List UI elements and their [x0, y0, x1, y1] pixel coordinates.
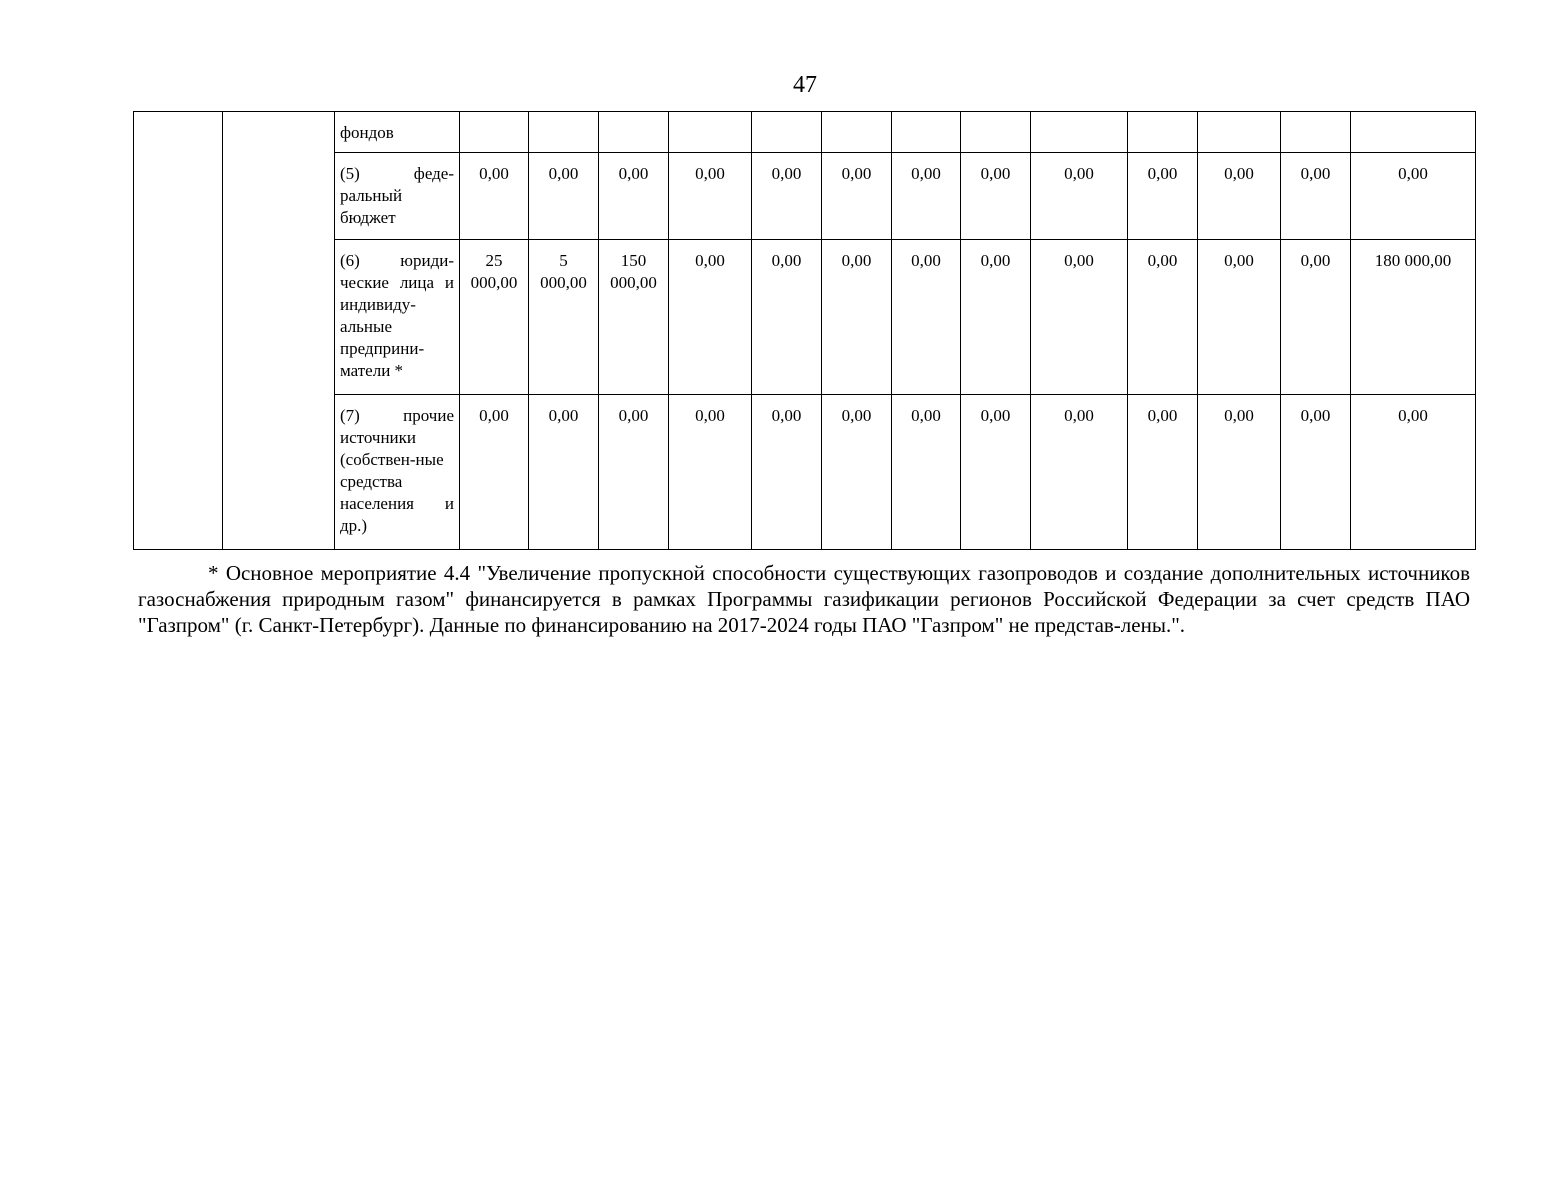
value-cell: 0,00 — [961, 395, 1031, 550]
value-cell: 150 000,00 — [599, 240, 669, 395]
value-cell — [460, 112, 529, 153]
value-cell: 0,00 — [1281, 240, 1351, 395]
table-row — [134, 112, 1476, 153]
value-cell: 0,00 — [1031, 153, 1128, 240]
value-cell — [961, 112, 1031, 153]
value-cell: 0,00 — [822, 153, 892, 240]
value-cell: 5 000,00 — [529, 240, 599, 395]
value-cell: 0,00 — [669, 395, 752, 550]
value-cell: 0,00 — [1351, 153, 1476, 240]
value-cell: 0,00 — [892, 153, 961, 240]
funding-source-label: (7) прочие источники (собствен-ные средства населения и др.) — [335, 395, 460, 550]
value-cell: 0,00 — [1198, 395, 1281, 550]
value-cell — [1128, 112, 1198, 153]
value-cell: 0,00 — [669, 153, 752, 240]
value-cell: 0,00 — [460, 395, 529, 550]
value-cell: 0,00 — [1128, 240, 1198, 395]
value-cell: 0,00 — [822, 395, 892, 550]
value-cell — [1031, 112, 1128, 153]
value-cell: 0,00 — [529, 153, 599, 240]
value-cell: 0,00 — [752, 395, 822, 550]
value-cell: 0,00 — [1031, 240, 1128, 395]
value-cell — [892, 112, 961, 153]
value-cell: 0,00 — [529, 395, 599, 550]
value-cell: 0,00 — [1031, 395, 1128, 550]
value-cell: 0,00 — [1281, 395, 1351, 550]
value-cell: 0,00 — [1281, 153, 1351, 240]
row-group-number-cell — [134, 112, 223, 550]
funding-source-label: фондов — [335, 112, 460, 153]
table-row — [134, 395, 1476, 550]
financing-table — [133, 111, 1476, 550]
footnote: * Основное мероприятие 4.4 "Увеличение пропускной способности существующих газопроводов и создание дополнительных источников газоснабжения природным газом" финансируется в рамках Программы газификации регионов Российской Федерации за счет средств ПАО "Газпром" (г. Санкт-Петербург). Данные по финансированию на 2017-2024 годы ПАО "Газпром" не представ-лены.". — [138, 561, 1470, 637]
value-cell: 0,00 — [822, 240, 892, 395]
funding-source-label: (5) феде-ральный бюджет — [335, 153, 460, 240]
row-group-name-cell — [223, 112, 335, 550]
value-cell: 0,00 — [961, 153, 1031, 240]
value-cell: 0,00 — [961, 240, 1031, 395]
value-cell — [1351, 112, 1476, 153]
value-cell: 0,00 — [1351, 395, 1476, 550]
value-cell — [752, 112, 822, 153]
value-cell: 0,00 — [460, 153, 529, 240]
value-cell — [1198, 112, 1281, 153]
value-cell: 180 000,00 — [1351, 240, 1476, 395]
funding-source-label: (6) юриди-ческие лица и индивиду-альные предприни-матели * — [335, 240, 460, 395]
value-cell — [669, 112, 752, 153]
table-row — [134, 153, 1476, 240]
value-cell: 0,00 — [752, 153, 822, 240]
value-cell — [599, 112, 669, 153]
value-cell: 0,00 — [892, 240, 961, 395]
value-cell — [529, 112, 599, 153]
value-cell: 0,00 — [752, 240, 822, 395]
value-cell: 0,00 — [599, 395, 669, 550]
value-cell: 0,00 — [892, 395, 961, 550]
value-cell — [822, 112, 892, 153]
value-cell: 0,00 — [1128, 153, 1198, 240]
value-cell: 0,00 — [1198, 240, 1281, 395]
value-cell: 25 000,00 — [460, 240, 529, 395]
value-cell: 0,00 — [1198, 153, 1281, 240]
value-cell: 0,00 — [599, 153, 669, 240]
value-cell: 0,00 — [1128, 395, 1198, 550]
table-body — [134, 112, 1476, 550]
value-cell — [1281, 112, 1351, 153]
page-number: 47 — [793, 72, 817, 98]
value-cell: 0,00 — [669, 240, 752, 395]
table-row — [134, 240, 1476, 395]
